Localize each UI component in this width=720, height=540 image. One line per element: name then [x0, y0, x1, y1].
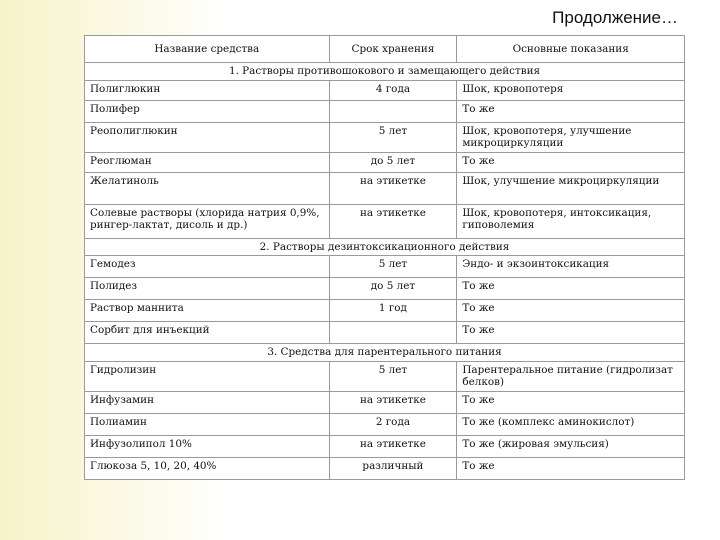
cell-indications: То же (жировая эмульсия) — [457, 435, 685, 457]
cell-name: Реополиглюкин — [85, 122, 330, 152]
cell-shelf-life: 4 года — [329, 80, 457, 100]
table-row — [85, 391, 685, 413]
header-row — [85, 36, 685, 63]
cell-name: Гидролизин — [85, 361, 330, 391]
table-row — [85, 278, 685, 300]
section-title: 1. Растворы противошокового и замещающего действия — [85, 63, 685, 81]
cell-name: Реоглюман — [85, 152, 330, 172]
cell-name: Солевые растворы (хлорида натрия 0,9%, рингер-лактат, дисоль и др.) — [85, 204, 330, 238]
table-row — [85, 204, 685, 238]
cell-shelf-life: 2 года — [329, 413, 457, 435]
cell-shelf-life: на этикетке — [329, 172, 457, 204]
table-row — [85, 300, 685, 322]
cell-shelf-life — [329, 100, 457, 122]
cell-indications: То же — [457, 100, 685, 122]
cell-name: Полидез — [85, 278, 330, 300]
cell-shelf-life: до 5 лет — [329, 278, 457, 300]
table-row — [85, 80, 685, 100]
table-row — [85, 413, 685, 435]
table-row — [85, 361, 685, 391]
cell-indications: То же — [457, 457, 685, 479]
cell-name: Сорбит для инъекций — [85, 322, 330, 344]
cell-shelf-life: 1 год — [329, 300, 457, 322]
table-row — [85, 100, 685, 122]
table-row — [85, 322, 685, 344]
cell-shelf-life — [329, 322, 457, 344]
cell-indications: Шок, кровопотеря, улучшение микроциркуляции — [457, 122, 685, 152]
cell-shelf-life: на этикетке — [329, 435, 457, 457]
cell-indications: Шок, кровопотеря — [457, 80, 685, 100]
section-row — [85, 344, 685, 362]
section-title: 2. Растворы дезинтоксикационного действия — [85, 238, 685, 256]
section-title: 3. Средства для парентерального питания — [85, 344, 685, 362]
cell-indications: Шок, улучшение микроциркуляции — [457, 172, 685, 204]
cell-indications: То же — [457, 300, 685, 322]
section-row — [85, 238, 685, 256]
cell-name: Желатиноль — [85, 172, 330, 204]
cell-indications: То же — [457, 322, 685, 344]
table-row — [85, 457, 685, 479]
table-body — [85, 63, 685, 480]
cell-shelf-life: 5 лет — [329, 361, 457, 391]
cell-indications: То же — [457, 391, 685, 413]
cell-indications: То же — [457, 152, 685, 172]
table-row — [85, 122, 685, 152]
cell-indications: Эндо- и экзоинтоксикация — [457, 256, 685, 278]
section-row — [85, 63, 685, 81]
header-shelf-life: Срок хранения — [329, 36, 457, 63]
preparations-table — [84, 35, 685, 480]
cell-indications: Шок, кровопотеря, интоксикация, гиповолемия — [457, 204, 685, 238]
table-header — [85, 36, 685, 63]
slide-title: Продолжение… — [552, 8, 678, 27]
cell-indications: То же — [457, 278, 685, 300]
cell-shelf-life: 5 лет — [329, 122, 457, 152]
cell-name: Инфузамин — [85, 391, 330, 413]
cell-name: Полиглюкин — [85, 80, 330, 100]
cell-name: Глюкоза 5, 10, 20, 40% — [85, 457, 330, 479]
table-row — [85, 172, 685, 204]
cell-indications: То же (комплекс аминокислот) — [457, 413, 685, 435]
table-row — [85, 435, 685, 457]
cell-name: Полифер — [85, 100, 330, 122]
cell-indications: Парентеральное питание (гидролизат белков) — [457, 361, 685, 391]
cell-name: Раствор маннита — [85, 300, 330, 322]
cell-name: Гемодез — [85, 256, 330, 278]
header-indications: Основные показания — [457, 36, 685, 63]
table-row — [85, 152, 685, 172]
cell-shelf-life: на этикетке — [329, 391, 457, 413]
table-row — [85, 256, 685, 278]
cell-name: Инфузолипол 10% — [85, 435, 330, 457]
cell-shelf-life: на этикетке — [329, 204, 457, 238]
cell-name: Полиамин — [85, 413, 330, 435]
header-name: Название средства — [85, 36, 330, 63]
cell-shelf-life: 5 лет — [329, 256, 457, 278]
cell-shelf-life: до 5 лет — [329, 152, 457, 172]
cell-shelf-life: различный — [329, 457, 457, 479]
